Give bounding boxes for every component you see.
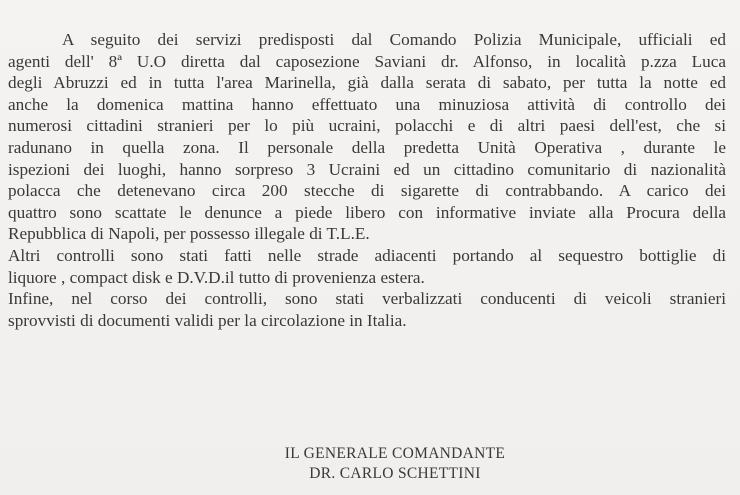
text-line: Infine, nel corso dei controlli, sono stati verbalizzati conducenti di veicoli stranieri xyxy=(8,289,726,309)
text-line: quattro sono scattate le denunce a piede libero con informative inviate alla Procura della xyxy=(8,202,726,222)
text-line: Altri controlli sono stati fatti nelle strade adiacenti portando al sequestro bottiglie di xyxy=(8,245,726,265)
text-line: A seguito dei servizi predisposti dal Comando Polizia Municipale, ufficiali ed xyxy=(62,30,726,49)
text-line: liquore , compact disk e D.V.D.il tutto di provenienza estera. xyxy=(8,267,425,287)
text-line: ispezioni dei luoghi, hanno sorpreso 3 Ucraini ed un cittadino comunitario di nazionalità xyxy=(8,159,726,179)
text-line: sprovvisti di documenti validi per la circolazione in Italia. xyxy=(8,310,407,330)
text-line: agenti dell' 8ª U.O diretta dal caposezione Saviani dr. Alfonso, in località p.zza Luca xyxy=(8,51,726,71)
text-line: anche la domenica mattina hanno effettuato una minuziosa attività di controllo dei xyxy=(8,94,726,114)
signature-name: DR. CARLO SCHETTINI xyxy=(309,465,481,482)
body-text xyxy=(8,29,726,331)
text-line: polacca che detenevano circa 200 stecche di sigarette di contrabbando. A carico dei xyxy=(8,181,726,201)
text-line: radunano in quella zona. Il personale della predetta Unità Operativa , durante le xyxy=(8,137,726,157)
text-line: numerosi cittadini stranieri per lo più ucraini, polacchi e di altri paesi dell'est, che si xyxy=(8,116,726,136)
text-line: Repubblica di Napoli, per possesso illegale di T.L.E. xyxy=(8,224,370,244)
text-line: degli Abruzzi ed in tutta l'area Marinella, già dalla serata di sabato, per tutta la notte ed xyxy=(8,73,726,93)
signature-title: IL GENERALE COMANDANTE xyxy=(284,445,506,462)
